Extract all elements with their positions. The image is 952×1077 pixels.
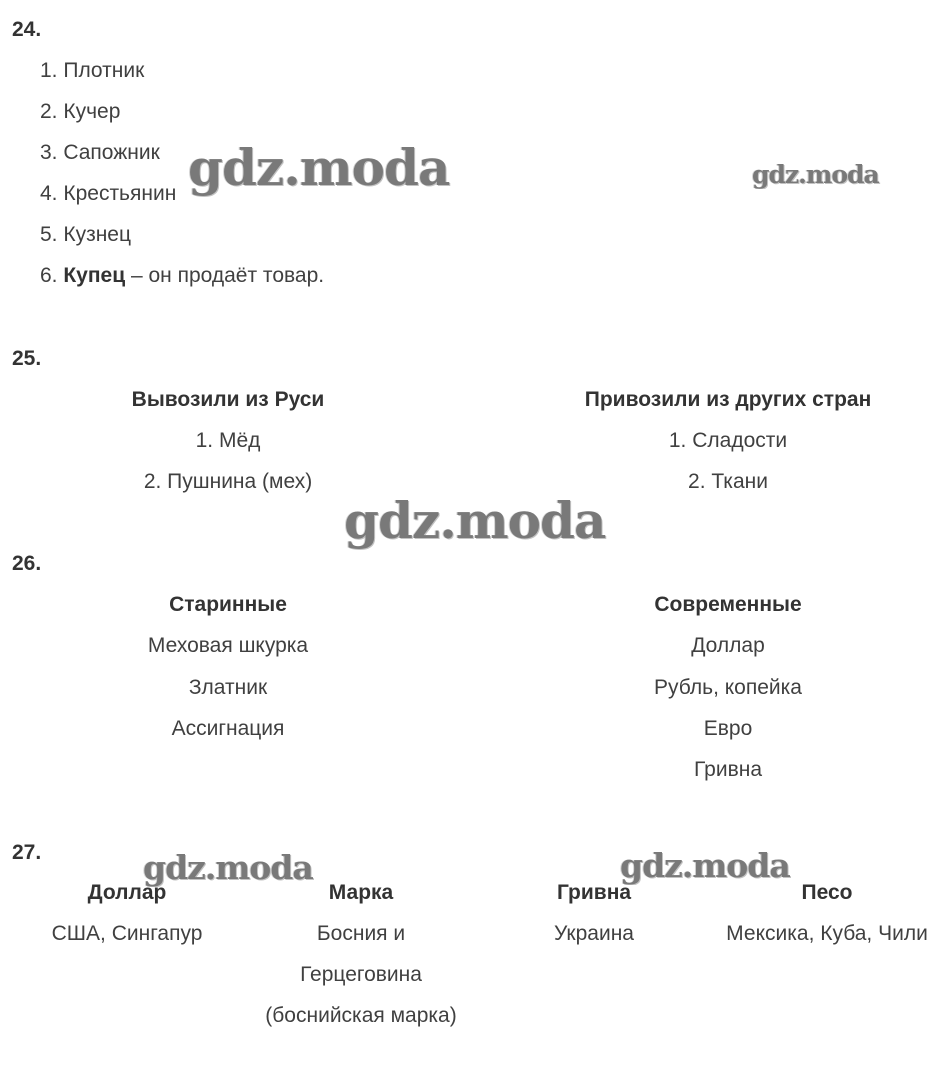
task-24-number: 24. bbox=[12, 18, 42, 41]
list-item: 4. Крестьянин bbox=[40, 182, 177, 205]
currency-heading: Марка bbox=[328, 881, 394, 904]
list-item: 2. Кучер bbox=[40, 100, 121, 123]
currency-heading: Песо bbox=[801, 881, 853, 904]
currency-country: США, Сингапур bbox=[51, 922, 203, 945]
column-item: 2. Пушнина (мех) bbox=[143, 470, 313, 493]
currency-country: Украина bbox=[554, 922, 634, 945]
watermark-logo: gdz.moda bbox=[752, 160, 879, 189]
currency-country: (боснийская марка) bbox=[265, 1004, 457, 1027]
list-item-rest: – он продаёт товар. bbox=[125, 264, 325, 287]
watermark-logo: gdz.moda bbox=[188, 138, 450, 197]
column-item: 1. Мёд bbox=[195, 429, 261, 452]
list-item-bold: Купец bbox=[63, 264, 126, 287]
column-item: Златник bbox=[188, 676, 268, 699]
watermark-logo: gdz.moda bbox=[620, 846, 790, 885]
currency-country: Мексика, Куба, Чили bbox=[726, 922, 928, 945]
column-item: Ассигнация bbox=[171, 717, 285, 740]
column-item: Гривна bbox=[693, 758, 763, 781]
task-25-number: 25. bbox=[12, 347, 42, 370]
column-heading: Старинные bbox=[169, 593, 287, 616]
list-item-prefix: 6. bbox=[40, 264, 64, 287]
column-item: Евро bbox=[703, 717, 753, 740]
column-item: 2. Ткани bbox=[688, 470, 768, 493]
currency-country: Герцеговина bbox=[300, 963, 422, 986]
watermark-logo: gdz.moda bbox=[344, 491, 606, 550]
list-item: 5. Кузнец bbox=[40, 223, 132, 246]
column-item: Меховая шкурка bbox=[147, 634, 309, 657]
currency-heading: Доллар bbox=[87, 881, 167, 904]
task-27-number: 27. bbox=[12, 841, 42, 864]
column-heading: Вывозили из Руси bbox=[131, 388, 325, 411]
column-heading: Привозили из других стран bbox=[584, 388, 872, 411]
currency-heading: Гривна bbox=[556, 881, 632, 904]
watermark-logo: gdz.moda bbox=[143, 848, 313, 887]
task-26-number: 26. bbox=[12, 552, 42, 575]
currency-country: Босния и bbox=[316, 922, 406, 945]
column-item: Рубль, копейка bbox=[654, 676, 802, 699]
list-item bbox=[40, 264, 324, 288]
column-item: Доллар bbox=[691, 634, 765, 657]
list-item: 1. Плотник bbox=[40, 59, 145, 82]
column-item: 1. Сладости bbox=[668, 429, 788, 452]
column-heading: Современные bbox=[654, 593, 802, 616]
list-item: 3. Сапожник bbox=[40, 141, 160, 164]
